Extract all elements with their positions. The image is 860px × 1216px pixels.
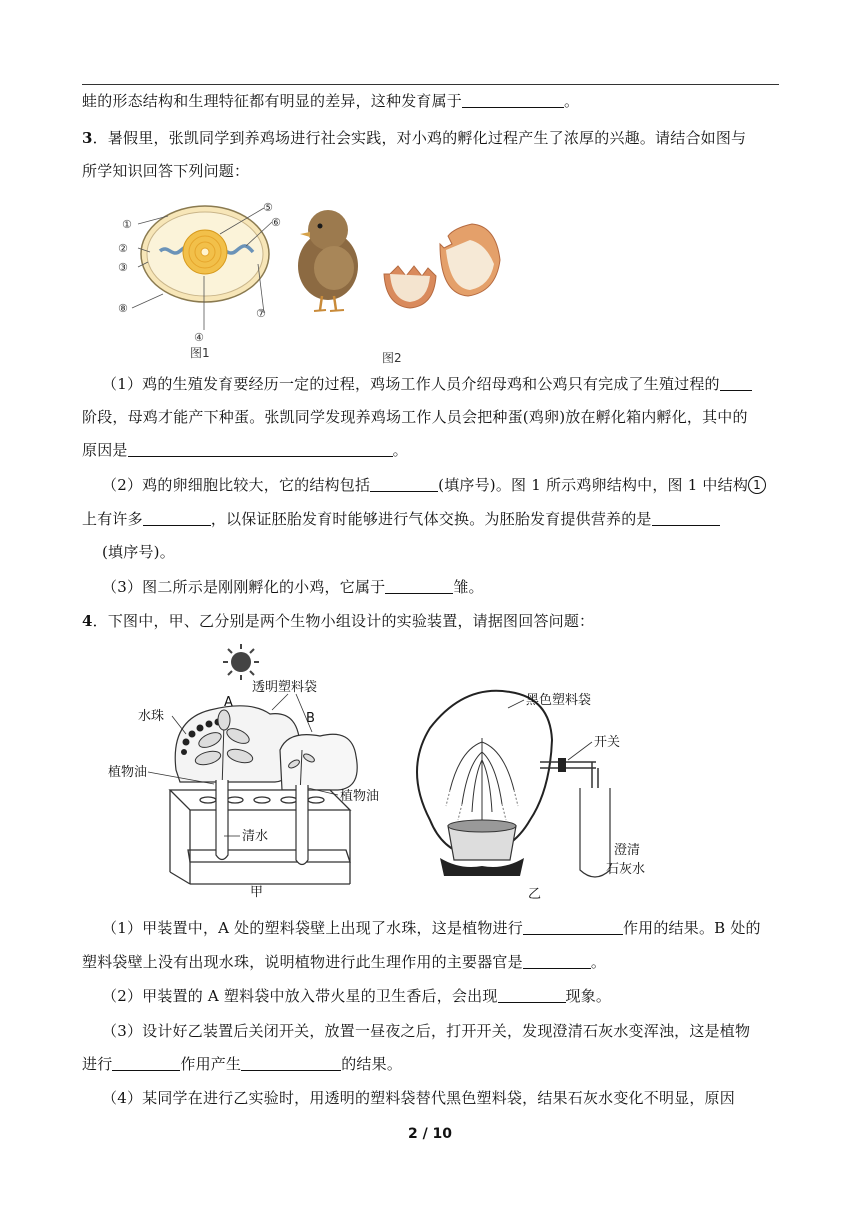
q4-p4-line: [102, 1087, 735, 1109]
q3-stem-text2: 所学知识回答下列问题：: [82, 162, 250, 180]
header-rule: [82, 84, 779, 85]
q4-p3-line2: [82, 1053, 402, 1075]
chick-illustration: [298, 210, 358, 311]
q3-p2-line3: [102, 541, 175, 563]
egg-marker-2: ②: [118, 242, 128, 255]
q3-number: 3: [82, 129, 93, 147]
apparatus-yi-figure: [400, 680, 660, 902]
q4-p1-text1b: 作用的结果。B 处的: [622, 919, 761, 937]
egg-marker-5: ⑤: [263, 201, 273, 214]
period: 。: [564, 92, 580, 110]
caption-yi: 乙: [528, 887, 542, 902]
q3-p2-text1b: (填序号)。图 1 所示鸡卵结构中，图 1 中结构: [438, 476, 749, 494]
egg-marker-7: ⑦: [256, 307, 266, 320]
answer-blank: [462, 91, 564, 108]
page-number: 2 / 10: [407, 1126, 453, 1142]
q4-p2-text-a: （2）甲装置的 A 塑料袋中放入带火星的卫生香后，会出现: [102, 987, 498, 1005]
q3-p2-text3: (填序号)。: [102, 543, 175, 561]
q3-p1-line3: [82, 439, 408, 461]
figure2-label: 图2: [382, 351, 402, 365]
egg-marker-8: ⑧: [118, 302, 128, 315]
q3-stem-text: ．暑假里，张凯同学到养鸡场进行社会实践，对小鸡的孵化过程产生了浓厚的兴趣。请结合如图与: [92, 129, 747, 147]
q4-p3-text2b: 作用产生: [180, 1055, 242, 1073]
q2-tail-text: 蛙的形态结构和生理特征都有明显的差异，这种发育属于: [82, 92, 463, 110]
q2-tail-line: [82, 90, 579, 112]
q4-p3-text2a: 进行: [82, 1055, 113, 1073]
period: 。: [392, 441, 408, 459]
answer-blank: [128, 440, 393, 457]
q3-p2-text2a: 上有许多: [82, 510, 143, 528]
switch-clamp: [558, 758, 566, 772]
germinal-disc: [201, 248, 209, 256]
q3-p1-text3: 原因是: [82, 441, 128, 459]
answer-blank: [241, 1054, 341, 1071]
egg-marker-3: ③: [118, 261, 128, 274]
q3-p3-line: [102, 576, 484, 598]
label-a: A: [224, 695, 233, 710]
label-lime2: 石灰水: [606, 862, 646, 877]
label-oil-left: 植物油: [108, 765, 148, 780]
q4-p3-text1: （3）设计好乙装置后关闭开关，放置一昼夜之后，打开开关，发现澄清石灰水变浑浊，这是植物: [102, 1022, 751, 1040]
q4-p1-line1: [102, 917, 761, 939]
answer-blank: [370, 475, 438, 492]
q3-p1-line1: [102, 373, 752, 395]
eggshell-illustration: [384, 224, 500, 308]
q3-p1-text2: 阶段，母鸡才能产下种蛋。张凯同学发现养鸡场工作人员会把种蛋(鸡卵)放在孵化箱内孵化，其中的: [82, 408, 748, 426]
q3-p2-line2: [82, 508, 720, 530]
label-transparent-bag: 透明塑料袋: [252, 680, 318, 695]
answer-blank: [385, 577, 453, 594]
label-black-bag: 黑色塑料袋: [526, 693, 592, 708]
answer-blank: [720, 374, 752, 391]
sun-icon: [223, 644, 259, 680]
q3-p3-text-b: 雏。: [453, 578, 484, 596]
label-water: 清水: [242, 829, 269, 844]
period: 。: [590, 953, 607, 971]
q4-p1-text2: 塑料袋壁上没有出现水珠，说明植物进行此生理作用的主要器官是: [82, 953, 523, 971]
q3-p2-line1: [102, 474, 766, 496]
q3-stem-line2: [82, 160, 249, 182]
q4-number: 4: [82, 612, 93, 630]
answer-blank: [523, 952, 591, 969]
q4-p2-text-b: 现象。: [565, 987, 612, 1005]
figure1-label: 图1: [190, 346, 210, 360]
egg-marker-6: ⑥: [271, 216, 281, 229]
q3-stem-line1: [82, 127, 746, 149]
apparatus-jia-figure: [100, 640, 400, 902]
q3-p3-text-a: （3）图二所示是刚刚孵化的小鸡，它属于: [102, 578, 386, 596]
q4-stem-line: [82, 610, 594, 632]
caption-jia: 甲: [250, 885, 264, 900]
q4-p1-text1a: （1）甲装置中，A 处的塑料袋壁上出现了水珠，这是植物进行: [102, 919, 523, 937]
egg-structure-figure: [108, 196, 288, 361]
q4-p3-line1: [102, 1020, 750, 1042]
q4-p3-text2c: 的结果。: [341, 1055, 403, 1073]
plant-pot: [440, 820, 524, 876]
chick-figure: [290, 204, 505, 369]
answer-blank: [652, 509, 720, 526]
circled-number: 1: [748, 476, 766, 494]
q3-p1-line2: [82, 406, 748, 428]
answer-blank: [143, 509, 211, 526]
q4-stem-text: ．下图中，甲、乙分别是两个生物小组设计的实验装置，请据图回答问题：: [92, 612, 595, 630]
answer-blank: [112, 1054, 180, 1071]
q3-p2-text1a: （2）鸡的卵细胞比较大，它的结构包括: [102, 476, 371, 494]
answer-blank: [523, 918, 623, 935]
q4-p1-line2: [82, 951, 606, 973]
label-lime1: 澄清: [614, 843, 641, 858]
q3-p1-text1: （1）鸡的生殖发育要经历一定的过程，鸡场工作人员介绍母鸡和公鸡只有完成了生殖过程的: [102, 375, 720, 393]
label-b: B: [306, 711, 315, 726]
label-water-drops: 水珠: [138, 709, 165, 724]
q4-p2-line: [102, 985, 611, 1007]
label-oil-right: 植物油: [340, 789, 380, 804]
egg-marker-4: ④: [194, 331, 204, 344]
q4-p4-text: （4）某同学在进行乙实验时，用透明的塑料袋替代黑色塑料袋，结果石灰水变化不明显，原因: [102, 1089, 735, 1107]
egg-marker-1: ①: [122, 218, 132, 231]
answer-blank: [498, 986, 566, 1003]
label-switch: 开关: [594, 735, 621, 750]
q3-p2-text2b: ，以保证胚胎发育时能够进行气体交换。为胚胎发育提供营养的是: [210, 510, 652, 528]
